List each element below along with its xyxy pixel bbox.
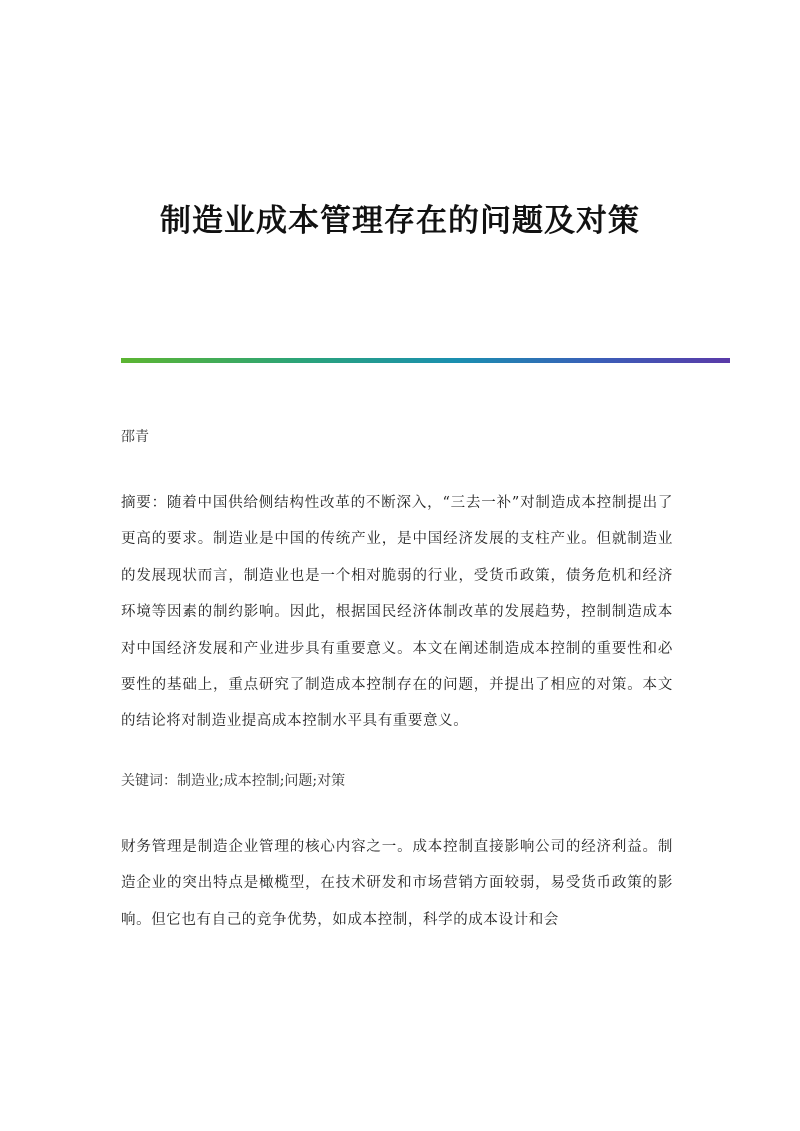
author-name: 邵青 xyxy=(121,429,149,445)
body-paragraph: 财务管理是制造企业管理的核心内容之一。成本控制直接影响公司的经济利益。制造企业的突出特点是橄榄型，在技术研发和市场营销方面较弱，易受货币政策的影响。但它也有自己的竞争优势，如成本控制，科学的成本设计和会 xyxy=(121,838,673,928)
document-title: 制造业成本管理存在的问题及对策 xyxy=(160,203,640,239)
keywords-line: 关键词：制造业;成本控制;问题;对策 xyxy=(121,772,346,789)
title-divider xyxy=(121,358,730,363)
document-content xyxy=(121,423,673,965)
abstract-paragraph: 摘要：随着中国供给侧结构性改革的不断深入，“三去一补”对制造成本控制提出了更高的要求。制造业是中国的传统产业，是中国经济发展的支柱产业。但就制造业的发展现状而言，制造业也是一个相对脆弱的行业，受货币政策，债务危机和经济环境等因素的制约影响。因此，根据国民经济体制改革的发展趋势，控制制造成本对中国经济发展和产业进步具有重要意义。本文在阐述制造成本控制的重要性和必要性的基础上，重点研究了制造成本控制存在的问题，并提出了相应的对策。本文的结论将对制造业提高成本控制水平具有重要意义。 xyxy=(121,495,673,730)
